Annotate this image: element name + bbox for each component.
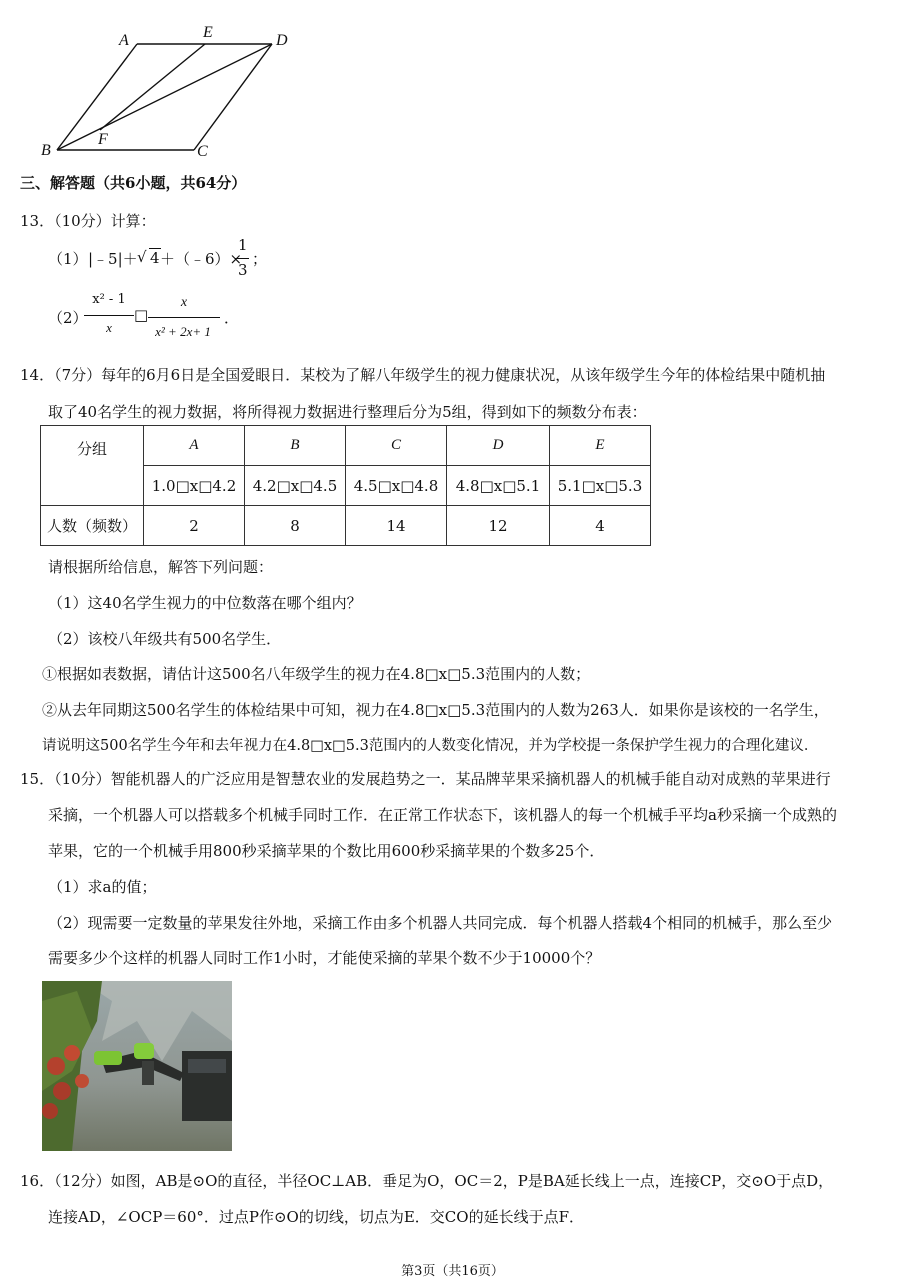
table-count-cell: 12 [447, 506, 550, 546]
q16-line1: 16．（12分）如图，AB是⊙O的直径，半径OC⊥AB．垂足为O，OC＝2，P是BA延长线上一点，连接CP，交⊙O于点D， [20, 1172, 834, 1190]
q13-part1 [48, 236, 348, 284]
segment-ef [100, 44, 205, 130]
q13-stem: 13．（10分）计算： [20, 212, 156, 230]
table-group-cell: E [550, 426, 651, 466]
q13-p1-expr-a: |﹣5|＋ [88, 250, 138, 268]
fraction-bar [235, 258, 249, 259]
table-range-cell: 1.0□x□4.2 [144, 466, 245, 506]
table-range-cell: 5.1□x□5.3 [550, 466, 651, 506]
table-range-cell: 4.2□x□4.5 [245, 466, 346, 506]
table-range-cell: 4.8□x□5.1 [447, 466, 550, 506]
q14-line2: 取了40名学生的视力数据，将所得视力数据进行整理后分为5组，得到如下的频数分布表： [48, 403, 647, 421]
table-group-cell: D [447, 426, 550, 466]
q15-line3: 苹果，它的一个机械手用800秒采摘苹果的个数比用600秒采摘苹果的个数多25个． [48, 842, 605, 860]
q14-c2b: 请说明这500名学生今年和去年视力在4.8□x□5.3范围内的人数变化情况，并为学校提一条保护学生视力的合理化建议． [42, 738, 819, 754]
robot-photo [42, 981, 232, 1151]
label-a: A [119, 32, 129, 49]
table-row [41, 506, 651, 546]
table-group-cell: B [245, 426, 346, 466]
q13-p2-frac1-den: x [106, 320, 112, 335]
q13-p2-frac2-den: x² + 2x+ 1 [155, 324, 211, 339]
page-number: 第3页（共16页） [401, 1264, 504, 1279]
q13-p2-frac1-num: x² - 1 [92, 292, 126, 307]
sqrt-symbol: √ [137, 248, 147, 266]
table-count-cell: 8 [245, 506, 346, 546]
label-c: C [197, 143, 208, 160]
q14-c1: ①根据如表数据，请估计这500名八年级学生的视力在4.8□x□5.3范围内的人数； [42, 665, 591, 683]
q14-line1: 14．（7分）每年的6月6日是全国爱眼日．某校为了解八年级学生的视力健康状况，从该年级学生今年的体检结果中随机抽 [20, 366, 826, 384]
q16-line2: 连接AD，∠OCP＝60°．过点P作⊙O的切线，切点为E．交CO的延长线于点F． [48, 1208, 584, 1226]
table-row [41, 426, 651, 466]
table-header-group: 分组 [41, 426, 144, 506]
fraction-bar [84, 315, 134, 316]
q13-p1-frac-den: 3 [238, 261, 248, 279]
table-group-cell: A [144, 426, 245, 466]
segment-cd [194, 44, 272, 150]
q13-p2-end: ． [224, 309, 240, 327]
q15-sub2b: 需要多少个这样的机器人同时工作1小时，才能使采摘的苹果个数不少于10000个？ [48, 949, 601, 967]
q13-p2-num: （2） [48, 309, 88, 327]
label-e: E [203, 24, 213, 41]
segment-bd [57, 44, 272, 150]
q13-p1-num: （1） [48, 250, 88, 268]
q14-sub2: （2）该校八年级共有500名学生． [48, 630, 282, 648]
q13-p1-sqrt-arg: 4 [150, 249, 160, 267]
table-range-cell: 4.5□x□4.8 [346, 466, 447, 506]
label-f: F [98, 131, 108, 148]
label-b: B [41, 142, 51, 159]
fraction-bar [148, 317, 220, 318]
q15-line1: 15．（10分）智能机器人的广泛应用是智慧农业的发展趋势之一．某品牌苹果采摘机器人的机械手能自动对成熟的苹果进行 [20, 770, 831, 788]
q14-sub1: （1）这40名学生视力的中位数落在哪个组内？ [48, 594, 362, 612]
label-d: D [276, 32, 288, 49]
q13-p1-end: ； [252, 250, 268, 268]
table-count-cell: 14 [346, 506, 447, 546]
q14-prompt: 请根据所给信息，解答下列问题： [48, 558, 274, 576]
table-group-cell: C [346, 426, 447, 466]
q14-c2a: ②从去年同期这500名学生的体检结果中可知，视力在4.8□x□5.3范围内的人数为263人．如果你是该校的一名学生， [42, 701, 829, 719]
q13-p2-frac2-num: x [180, 295, 188, 310]
q15-sub2a: （2）现需要一定数量的苹果发往外地，采摘工作由多个机器人共同完成．每个机器人搭载4个相同的机械手，那么至少 [48, 914, 833, 932]
q13-part2 [48, 290, 348, 346]
table-header-count: 人数（频数） [41, 506, 144, 546]
operator-box: □ [134, 306, 149, 324]
segment-ab [57, 44, 137, 150]
q13-p1-expr-b: ＋（﹣6）× [160, 250, 243, 268]
table-count-cell: 2 [144, 506, 245, 546]
q15-sub1: （1）求a的值； [48, 878, 157, 896]
section-title: 三、解答题（共6小题，共64分） [20, 174, 247, 192]
table-count-cell: 4 [550, 506, 651, 546]
q13-p1-frac-num: 1 [238, 236, 248, 254]
frequency-table [40, 425, 651, 546]
q15-line2: 采摘，一个机器人可以搭载多个机械手同时工作．在正常工作状态下，该机器人的每一个机械手平均a秒采摘一个成熟的 [48, 806, 837, 824]
